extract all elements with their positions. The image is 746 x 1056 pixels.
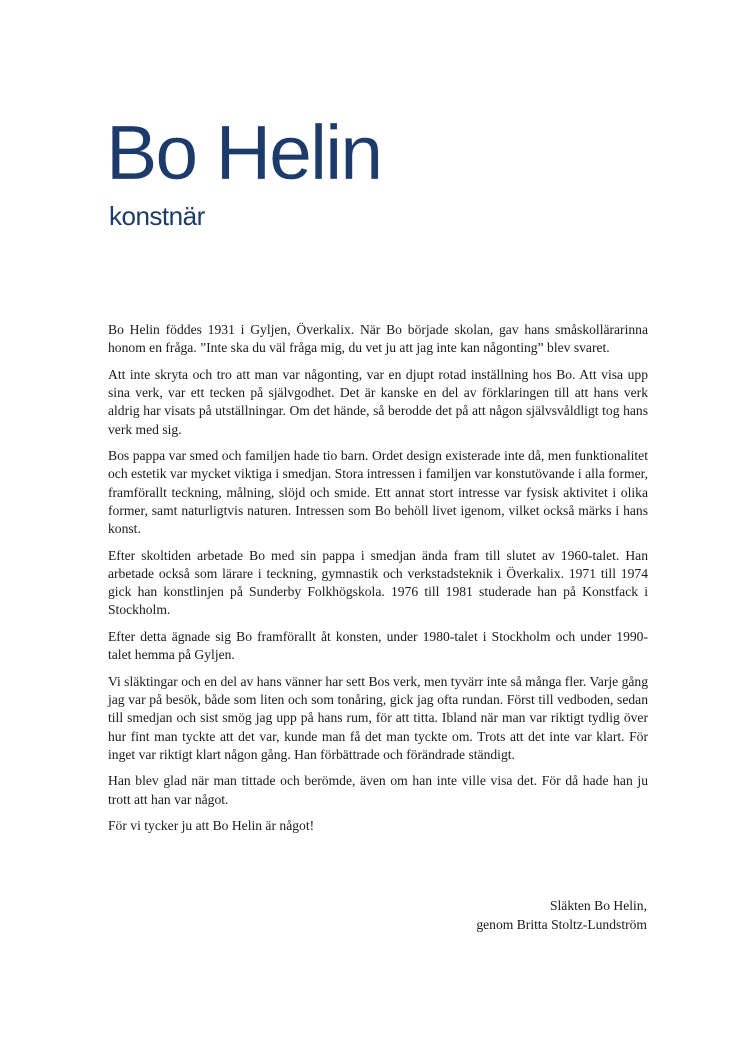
paragraph: Vi släktingar och en del av hans vänner har sett Bos verk, men tyvärr inte så många fler. Varje gång jag var på besök, både som liten och som tonåring, gick jag ofta rundan. Först till vedboden, sedan till smedjan och sist smög jag upp på hans rum, för att titta. Ibland när man var riktigt tydlig över hur fint man tyckte att det var, kunde man få det man tyckte om. Trots att det inte var klart. För inget var riktigt klart någon gång. Han förbättrade och förändrade ständigt. (108, 673, 648, 762)
paragraph: Efter skoltiden arbetade Bo med sin pappa i smedjan ända fram till slutet av 1960-talet. Han arbetade också som lärare i teckning, gymnastik och verkstadsteknik i Överkalix. 1971 till 1974 gick han konstlinjen på Sunderby Folkhögskola. 1976 till 1981 studerade han på Konstfack i Stockholm. (108, 547, 648, 618)
signature-line-family: Släkten Bo Helin, (549, 898, 647, 913)
paragraph: Bo Helin föddes 1931 i Gyljen, Överkalix. När Bo började skolan, gav hans småskollärarinna honom en fråga. ”Inte ska du väl fråga mig, du vet ju att jag inte kan någonting” blev svaret. (108, 322, 648, 356)
paragraph: Bos pappa var smed och familjen hade tio barn. Ordet design existerade inte då, men funktionalitet och estetik var mycket viktiga i smedjan. Stora intressen i familjen var konstutövande i alla former, framförallt teckning, målning, slöjd och smide. Ett annat stort intresse var fysisk aktivitet i olika former, samt naturligtvis naturen. Intressen som Bo behöll livet igenom, vilket också märks i hans konst. (108, 448, 648, 537)
paragraph: Efter detta ägnade sig Bo framförallt åt konsten, under 1980-talet i Stockholm och under 1990-talet hemma på Gyljen. (108, 629, 648, 663)
signature-line-author: genom Britta Stoltz-Lundström (476, 917, 647, 932)
body-text (108, 321, 648, 844)
paragraph: För vi tycker ju att Bo Helin är något! (108, 818, 315, 834)
page-subtitle: konstnär (109, 201, 205, 231)
paragraph: Han blev glad när man tittade och berömde, även om han inte ville visa det. För då hade han ju trott att han var något. (108, 773, 648, 807)
signature (476, 896, 647, 934)
paragraph: Att inte skryta och tro att man var någonting, var en djupt rotad inställning hos Bo. Att visa upp sina verk, var ett tecken på självgodhet. Det är kanske en del av förklaringen till att hans verk aldrig har visats på utställningar. Om det hände, så berodde det på att någon självsvåldligt tog hans verk med sig. (108, 366, 648, 437)
page-title: Bo Helin (106, 110, 382, 196)
